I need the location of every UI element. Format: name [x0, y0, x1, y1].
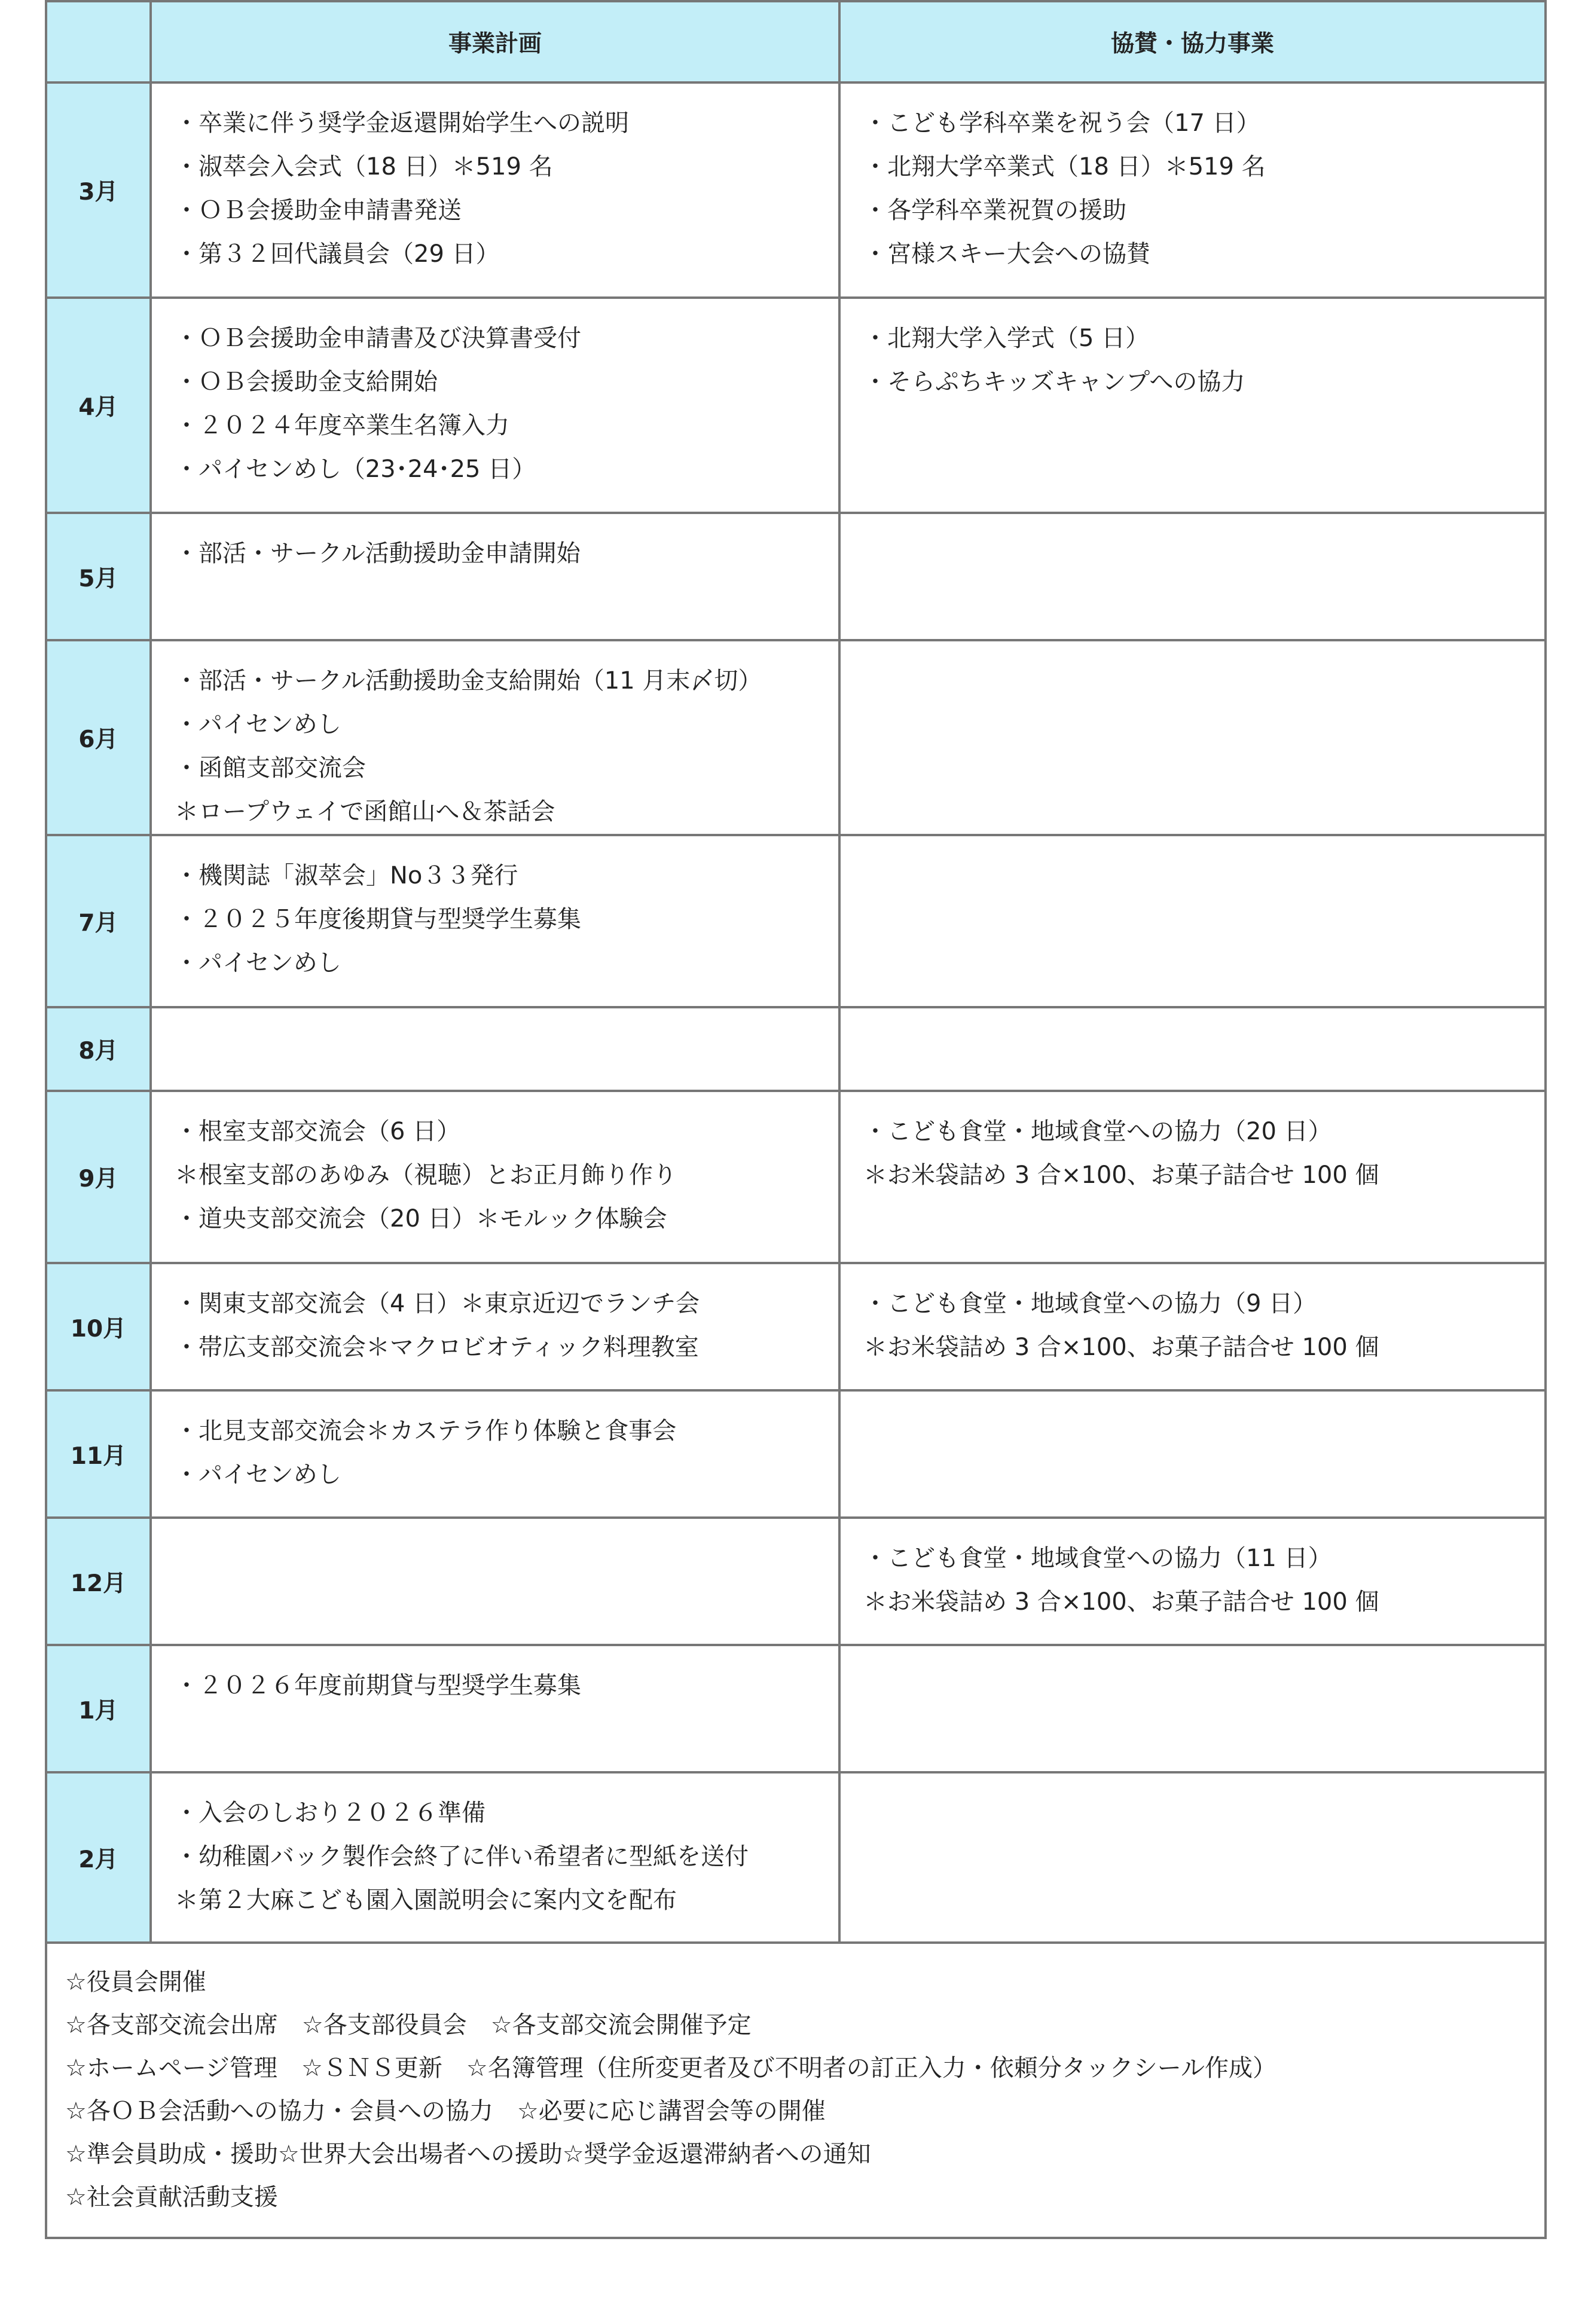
header-blank-cell — [46, 1, 151, 82]
support-item: ・北翔大学入学式（5 日） — [863, 325, 1150, 352]
support-item: ＊お米袋詰め 3 合×100、お菓子詰合せ 100 個 — [863, 1334, 1379, 1361]
month-label: 6月 — [46, 640, 151, 835]
support-item: ・そらぷちキッズキャンプへの協力 — [863, 368, 1245, 396]
footer-line: ☆各支部交流会出席 ☆各支部役員会 ☆各支部交流会開催予定 — [65, 2011, 752, 2039]
plan-cell — [151, 640, 839, 835]
header-support: 協賛・協力事業 — [839, 1, 1546, 82]
month-row — [46, 1518, 1546, 1645]
plan-item: ・卒業に伴う奨学金返還開始学生への説明 — [175, 109, 629, 137]
plan-item: ・道央支部交流会（20 日）＊モルック体験会 — [175, 1205, 667, 1233]
support-cell — [839, 82, 1546, 298]
month-label: 2月 — [46, 1772, 151, 1943]
month-row — [46, 513, 1546, 640]
footer-line: ☆役員会開催 — [65, 1968, 206, 1996]
month-label: 5月 — [46, 513, 151, 640]
plan-item: ・函館支部交流会 — [175, 754, 366, 782]
support-item: ・各学科卒業祝賀の援助 — [863, 197, 1126, 224]
footer-line: ☆準会員助成・援助☆世界大会出場者への援助☆奨学金返還滞納者への通知 — [65, 2140, 871, 2168]
support-item: ＊お米袋詰め 3 合×100、お菓子詰合せ 100 個 — [863, 1588, 1379, 1616]
plan-cell — [151, 1390, 839, 1518]
month-row — [46, 1007, 1546, 1091]
footer-notes — [46, 1943, 1546, 2238]
plan-item: ・北見支部交流会＊カステラ作り体験と食事会 — [175, 1417, 677, 1445]
month-label: 11月 — [46, 1390, 151, 1518]
plan-cell — [151, 835, 839, 1007]
support-cell — [839, 640, 1546, 835]
support-cell — [839, 1772, 1546, 1943]
plan-item: ＊根室支部のあゆみ（視聴）とお正月飾り作り — [175, 1161, 677, 1189]
footer-line: ☆ホームページ管理 ☆ＳＮＳ更新 ☆名簿管理（住所変更者及び不明者の訂正入力・依頼分タックシール作成） — [65, 2054, 1276, 2082]
month-row — [46, 1263, 1546, 1390]
support-cell — [839, 298, 1546, 513]
support-cell — [839, 1007, 1546, 1091]
plan-item: ・帯広支部交流会＊マクロビオティック料理教室 — [175, 1334, 699, 1361]
support-cell — [839, 1645, 1546, 1772]
plan-item: ・２０２５年度後期貸与型奨学生募集 — [175, 906, 581, 933]
month-row — [46, 1091, 1546, 1263]
plan-item: ・淑萃会入会式（18 日）＊519 名 — [175, 153, 553, 181]
month-row — [46, 1645, 1546, 1772]
month-row — [46, 835, 1546, 1007]
support-item: ・こども食堂・地域食堂への協力（20 日） — [863, 1118, 1332, 1145]
plan-item: ・パイセンめし — [175, 1461, 341, 1488]
plan-item: ・ＯＢ会援助金申請書発送 — [175, 197, 462, 224]
month-label: 8月 — [46, 1007, 151, 1091]
plan-item: ・関東支部交流会（4 日）＊東京近辺でランチ会 — [175, 1290, 700, 1317]
plan-cell — [151, 1091, 839, 1263]
month-row — [46, 82, 1546, 298]
support-item: ＊お米袋詰め 3 合×100、お菓子詰合せ 100 個 — [863, 1161, 1379, 1189]
annual-plan-table — [45, 0, 1547, 2239]
support-item: ・こども食堂・地域食堂への協力（11 日） — [863, 1545, 1332, 1572]
footer-line: ☆社会貢献活動支援 — [65, 2184, 278, 2211]
support-cell — [839, 835, 1546, 1007]
plan-cell — [151, 1772, 839, 1943]
month-label: 1月 — [46, 1645, 151, 1772]
plan-item: ・２０２４年度卒業生名簿入力 — [175, 412, 509, 439]
support-cell — [839, 1091, 1546, 1263]
month-label: 12月 — [46, 1518, 151, 1645]
plan-item: ・部活・サークル活動援助金支給開始（11 月末〆切） — [175, 667, 762, 695]
month-row — [46, 640, 1546, 835]
support-item: ・こども食堂・地域食堂への協力（9 日） — [863, 1290, 1317, 1317]
plan-cell — [151, 1518, 839, 1645]
plan-item: ・パイセンめし（23･24･25 日） — [175, 455, 536, 483]
support-cell — [839, 1263, 1546, 1390]
plan-item: ・部活・サークル活動援助金申請開始 — [175, 540, 581, 567]
support-cell — [839, 513, 1546, 640]
plan-cell — [151, 513, 839, 640]
plan-cell — [151, 82, 839, 298]
plan-item: ・入会のしおり２０２６準備 — [175, 1799, 485, 1827]
footer-line: ☆各ＯＢ会活動への協力・会員への協力 ☆必要に応じ講習会等の開催 — [65, 2097, 826, 2125]
plan-item: ・幼稚園バック製作会終了に伴い希望者に型紙を送付 — [175, 1843, 749, 1870]
month-row — [46, 1390, 1546, 1518]
plan-item: ・パイセンめし — [175, 949, 341, 977]
plan-item: ＊ロープウェイで函館山へ＆茶話会 — [175, 798, 555, 825]
support-item: ・こども学科卒業を祝う会（17 日） — [863, 109, 1260, 137]
plan-cell — [151, 1007, 839, 1091]
plan-item: ・ＯＢ会援助金支給開始 — [175, 368, 438, 396]
plan-cell — [151, 1645, 839, 1772]
plan-cell — [151, 1263, 839, 1390]
support-item: ・北翔大学卒業式（18 日）＊519 名 — [863, 153, 1266, 181]
header-row — [46, 1, 1546, 82]
month-label: 10月 — [46, 1263, 151, 1390]
plan-item: ・パイセンめし — [175, 711, 341, 738]
support-item: ・宮様スキー大会への協賛 — [863, 240, 1150, 268]
plan-item: ・第３２回代議員会（29 日） — [175, 240, 500, 268]
footer-row — [46, 1943, 1546, 2238]
plan-item: ＊第２大麻こども園入園説明会に案内文を配布 — [175, 1886, 677, 1914]
month-label: 4月 — [46, 298, 151, 513]
month-row — [46, 298, 1546, 513]
month-row — [46, 1772, 1546, 1943]
plan-item: ・機関誌「淑萃会」No３３発行 — [175, 862, 518, 889]
support-cell — [839, 1518, 1546, 1645]
support-cell — [839, 1390, 1546, 1518]
plan-item: ・根室支部交流会（6 日） — [175, 1118, 461, 1145]
plan-item: ・２０２６年度前期貸与型奨学生募集 — [175, 1672, 581, 1699]
month-label: 9月 — [46, 1091, 151, 1263]
plan-item: ・ＯＢ会援助金申請書及び決算書受付 — [175, 325, 581, 352]
plan-cell — [151, 298, 839, 513]
header-plan: 事業計画 — [151, 1, 839, 82]
month-label: 3月 — [46, 82, 151, 298]
month-label: 7月 — [46, 835, 151, 1007]
